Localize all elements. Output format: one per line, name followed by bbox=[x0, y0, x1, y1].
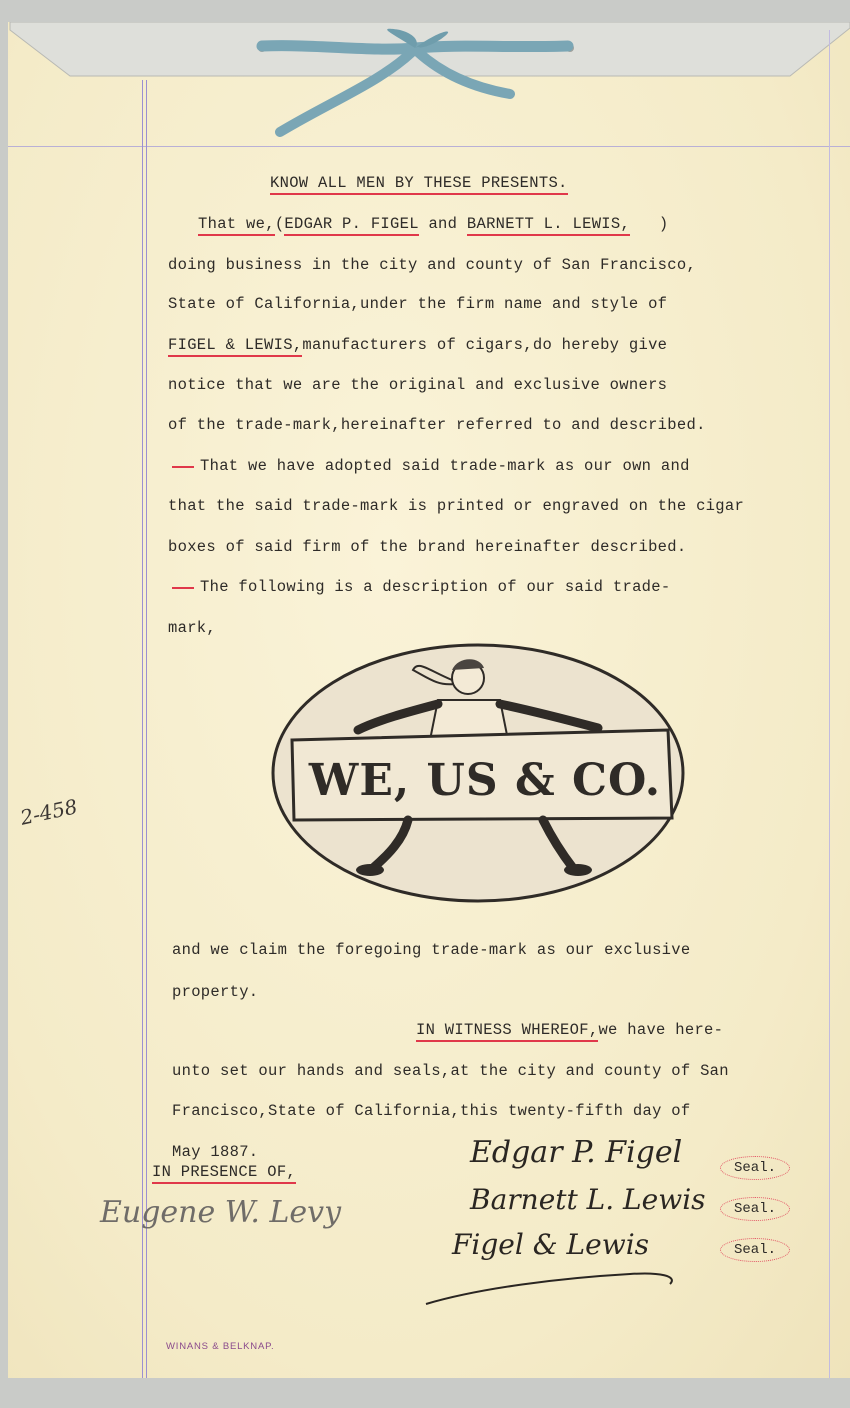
ribbon-tie bbox=[240, 22, 600, 152]
trademark-text: WE, US & CO. bbox=[308, 755, 662, 806]
signature-flourish bbox=[420, 1258, 690, 1310]
right-margin-line bbox=[829, 30, 830, 1378]
document-heading: KNOW ALL MEN BY THESE PRESENTS. bbox=[270, 173, 568, 193]
line-3: State of California,under the firm name and style of bbox=[168, 295, 668, 313]
pencil-note: 2-458 bbox=[18, 794, 80, 830]
line-10: The following is a description of our said trade- bbox=[172, 577, 670, 597]
line-4: FIGEL & LEWIS,manufacturers of cigars,do hereby give bbox=[168, 335, 667, 355]
line-9: boxes of said firm of the brand hereinafter described. bbox=[168, 538, 687, 556]
left-margin-line bbox=[142, 80, 143, 1378]
line-8: that the said trade-mark is printed or engraved on the cigar bbox=[168, 497, 745, 515]
line-12: and we claim the foregoing trade-mark as our exclusive bbox=[172, 941, 691, 959]
line-6: of the trade-mark,hereinafter referred to and described. bbox=[168, 416, 706, 434]
line-14: IN WITNESS WHEREOF,we have here- bbox=[416, 1020, 723, 1040]
signature-firm: Figel & Lewis bbox=[452, 1228, 650, 1261]
printer-imprint: WINANS & BELKNAP. bbox=[166, 1341, 275, 1352]
line-15: unto set our hands and seals,at the city and county of San bbox=[172, 1062, 729, 1080]
seal-2: Seal. bbox=[720, 1197, 790, 1221]
fold-line bbox=[8, 146, 850, 147]
line-11: mark, bbox=[168, 619, 217, 637]
line-16: Francisco,State of California,this twenty-fifth day of bbox=[172, 1102, 691, 1120]
signature-edgar-figel: Edgar P. Figel bbox=[470, 1135, 683, 1170]
seal-3: Seal. bbox=[720, 1238, 790, 1262]
line-1: That we,(EDGAR P. FIGEL and BARNETT L. LEWIS, ) bbox=[198, 214, 669, 234]
line-2: doing business in the city and county of San Francisco, bbox=[168, 256, 697, 274]
seal-1: Seal. bbox=[720, 1156, 790, 1180]
line-5: notice that we are the original and exclusive owners bbox=[168, 376, 668, 394]
left-margin-line-2 bbox=[146, 80, 147, 1378]
signature-barnett-lewis: Barnett L. Lewis bbox=[470, 1183, 706, 1216]
in-presence-of: IN PRESENCE OF, bbox=[152, 1162, 296, 1182]
line-17: May 1887. bbox=[172, 1143, 259, 1161]
witness-signature: Eugene W. Levy bbox=[100, 1195, 342, 1230]
line-7: That we have adopted said trade-mark as our own and bbox=[172, 456, 690, 476]
line-13: property. bbox=[172, 983, 259, 1001]
